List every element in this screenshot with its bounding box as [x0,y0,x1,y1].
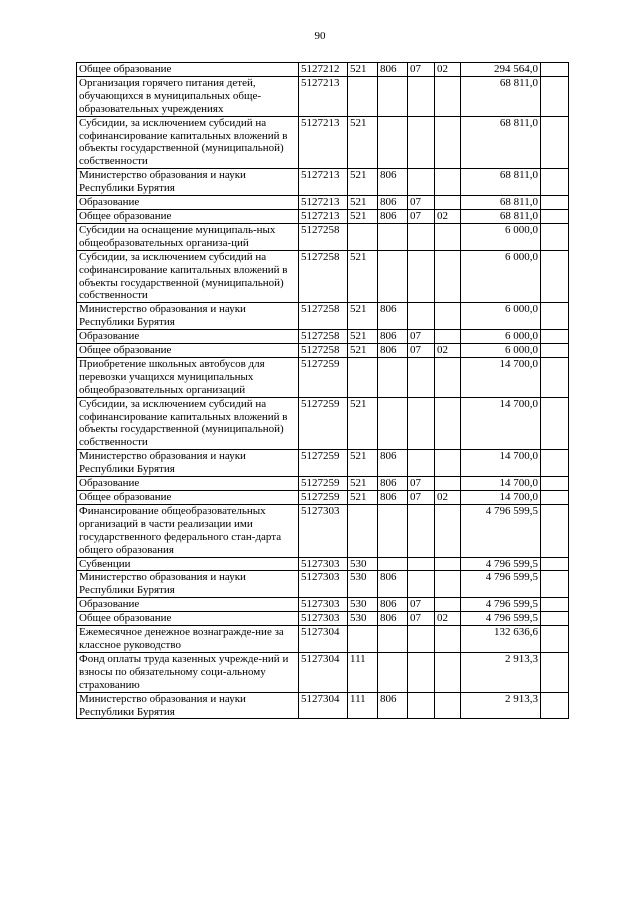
expense-type-cell: 111 [348,692,378,719]
target-article-cell: 5127213 [299,209,348,223]
empty-column-cell [541,303,569,330]
row-name-cell: Общее образование [77,344,299,358]
expense-type-cell: 521 [348,169,378,196]
amount-cell: 6 000,0 [461,223,541,250]
empty-column-cell [541,598,569,612]
section-cell: 07 [408,209,435,223]
target-article-cell: 5127258 [299,250,348,303]
expense-type-cell: 521 [348,477,378,491]
section-cell [408,169,435,196]
table-row [77,116,569,169]
empty-column-cell [541,169,569,196]
subsection-cell [435,477,461,491]
expense-type-cell: 521 [348,344,378,358]
empty-column-cell [541,612,569,626]
section-cell [408,223,435,250]
section-cell: 07 [408,477,435,491]
empty-column-cell [541,557,569,571]
empty-column-cell [541,344,569,358]
target-article-cell: 5127213 [299,169,348,196]
row-name-cell: Министерство образования и науки Республики Бурятия [77,450,299,477]
section-cell [408,450,435,477]
row-name-cell: Субсидии на оснащение муниципаль-ных общеобразовательных организа-ций [77,223,299,250]
administrator-code-cell: 806 [378,612,408,626]
amount-cell: 2 913,3 [461,692,541,719]
amount-cell: 4 796 599,5 [461,612,541,626]
expense-type-cell [348,357,378,397]
amount-cell: 294 564,0 [461,63,541,77]
row-name-cell: Образование [77,196,299,210]
target-article-cell: 5127303 [299,598,348,612]
amount-cell: 6 000,0 [461,250,541,303]
target-article-cell: 5127259 [299,397,348,450]
expense-type-cell [348,223,378,250]
expense-type-cell: 521 [348,196,378,210]
target-article-cell: 5127259 [299,357,348,397]
empty-column-cell [541,692,569,719]
table-row [77,209,569,223]
row-name-cell: Фонд оплаты труда казенных учрежде-ний и взносы по обязательному соци-альному страхованию [77,652,299,692]
target-article-cell: 5127259 [299,477,348,491]
subsection-cell [435,571,461,598]
row-name-cell: Министерство образования и науки Республики Бурятия [77,692,299,719]
row-name-cell: Ежемесячное денежное вознагражде-ние за классное руководство [77,626,299,653]
amount-cell: 4 796 599,5 [461,557,541,571]
amount-cell: 4 796 599,5 [461,571,541,598]
amount-cell: 14 700,0 [461,477,541,491]
administrator-code-cell: 806 [378,63,408,77]
administrator-code-cell [378,357,408,397]
subsection-cell [435,250,461,303]
section-cell: 07 [408,598,435,612]
table-row [77,626,569,653]
expense-type-cell [348,626,378,653]
target-article-cell: 5127303 [299,504,348,557]
expense-type-cell [348,504,378,557]
expense-type-cell: 530 [348,612,378,626]
expense-type-cell: 530 [348,557,378,571]
table-row [77,571,569,598]
expense-type-cell: 521 [348,116,378,169]
section-cell [408,557,435,571]
administrator-code-cell: 806 [378,169,408,196]
expense-type-cell: 521 [348,330,378,344]
target-article-cell: 5127258 [299,330,348,344]
table-row [77,330,569,344]
amount-cell: 6 000,0 [461,330,541,344]
subsection-cell [435,116,461,169]
target-article-cell: 5127213 [299,196,348,210]
subsection-cell [435,76,461,116]
section-cell: 07 [408,344,435,358]
table-row [77,692,569,719]
subsection-cell: 02 [435,344,461,358]
subsection-cell [435,598,461,612]
row-name-cell: Финансирование общеобразовательных организаций в части реализации ими государственного федерального стан-дарта общего образования [77,504,299,557]
row-name-cell: Образование [77,330,299,344]
target-article-cell: 5127259 [299,491,348,505]
expense-type-cell: 521 [348,491,378,505]
expense-type-cell: 521 [348,209,378,223]
expense-type-cell [348,76,378,116]
subsection-cell: 02 [435,209,461,223]
table-row [77,250,569,303]
subsection-cell: 02 [435,63,461,77]
section-cell: 07 [408,330,435,344]
table-row [77,491,569,505]
empty-column-cell [541,450,569,477]
empty-column-cell [541,504,569,557]
subsection-cell [435,652,461,692]
row-name-cell: Общее образование [77,63,299,77]
row-name-cell: Министерство образования и науки Республики Бурятия [77,571,299,598]
empty-column-cell [541,571,569,598]
empty-column-cell [541,196,569,210]
empty-column-cell [541,116,569,169]
subsection-cell [435,169,461,196]
administrator-code-cell [378,250,408,303]
row-name-cell: Образование [77,598,299,612]
section-cell [408,397,435,450]
row-name-cell: Приобретение школьных автобусов для перевозки учащихся муниципальных общеобразовательных организаций [77,357,299,397]
expense-type-cell: 530 [348,571,378,598]
administrator-code-cell: 806 [378,330,408,344]
subsection-cell: 02 [435,612,461,626]
section-cell [408,116,435,169]
administrator-code-cell: 806 [378,491,408,505]
subsection-cell [435,196,461,210]
administrator-code-cell: 806 [378,477,408,491]
table-row [77,196,569,210]
expense-type-cell: 521 [348,63,378,77]
table-row [77,652,569,692]
administrator-code-cell [378,504,408,557]
section-cell [408,76,435,116]
target-article-cell: 5127304 [299,692,348,719]
target-article-cell: 5127303 [299,557,348,571]
amount-cell: 6 000,0 [461,344,541,358]
empty-column-cell [541,397,569,450]
administrator-code-cell [378,626,408,653]
target-article-cell: 5127303 [299,571,348,598]
row-name-cell: Субсидии, за исключением субсидий на софинансирование капитальных вложений в объекты государственной (муниципальной) собственности [77,250,299,303]
row-name-cell: Министерство образования и науки Республики Бурятия [77,303,299,330]
amount-cell: 68 811,0 [461,209,541,223]
section-cell [408,303,435,330]
table-row [77,169,569,196]
empty-column-cell [541,223,569,250]
administrator-code-cell: 806 [378,598,408,612]
target-article-cell: 5127213 [299,116,348,169]
administrator-code-cell: 806 [378,571,408,598]
amount-cell: 4 796 599,5 [461,504,541,557]
administrator-code-cell: 806 [378,209,408,223]
administrator-code-cell [378,223,408,250]
section-cell: 07 [408,491,435,505]
subsection-cell [435,303,461,330]
target-article-cell: 5127258 [299,223,348,250]
row-name-cell: Субсидии, за исключением субсидий на софинансирование капитальных вложений в объекты государственной (муниципальной) собственности [77,397,299,450]
administrator-code-cell [378,397,408,450]
administrator-code-cell: 806 [378,344,408,358]
section-cell [408,571,435,598]
table-row [77,76,569,116]
table-row [77,612,569,626]
administrator-code-cell: 806 [378,303,408,330]
target-article-cell: 5127213 [299,76,348,116]
amount-cell: 68 811,0 [461,116,541,169]
section-cell: 07 [408,63,435,77]
target-article-cell: 5127304 [299,652,348,692]
table-row [77,504,569,557]
subsection-cell [435,557,461,571]
empty-column-cell [541,652,569,692]
administrator-code-cell: 806 [378,450,408,477]
target-article-cell: 5127304 [299,626,348,653]
amount-cell: 68 811,0 [461,76,541,116]
target-article-cell: 5127212 [299,63,348,77]
budget-table [76,62,569,719]
table-row [77,598,569,612]
amount-cell: 14 700,0 [461,450,541,477]
subsection-cell [435,692,461,719]
target-article-cell: 5127258 [299,303,348,330]
subsection-cell [435,330,461,344]
section-cell [408,652,435,692]
amount-cell: 132 636,6 [461,626,541,653]
section-cell [408,357,435,397]
table-row [77,344,569,358]
table-row [77,557,569,571]
amount-cell: 4 796 599,5 [461,598,541,612]
empty-column-cell [541,63,569,77]
empty-column-cell [541,330,569,344]
subsection-cell [435,357,461,397]
table-row [77,477,569,491]
empty-column-cell [541,626,569,653]
target-article-cell: 5127259 [299,450,348,477]
section-cell: 07 [408,612,435,626]
administrator-code-cell [378,116,408,169]
expense-type-cell: 521 [348,303,378,330]
budget-table-body [77,63,569,719]
empty-column-cell [541,357,569,397]
expense-type-cell: 111 [348,652,378,692]
table-row [77,450,569,477]
subsection-cell [435,223,461,250]
page-number: 90 [314,30,326,42]
amount-cell: 68 811,0 [461,196,541,210]
subsection-cell [435,504,461,557]
section-cell [408,626,435,653]
empty-column-cell [541,250,569,303]
table-row [77,63,569,77]
row-name-cell: Организация горячего питания детей, обучающихся в муниципальных обще-образовательных учреждениях [77,76,299,116]
subsection-cell [435,450,461,477]
target-article-cell: 5127303 [299,612,348,626]
administrator-code-cell [378,76,408,116]
row-name-cell: Общее образование [77,209,299,223]
amount-cell: 2 913,3 [461,652,541,692]
row-name-cell: Субсидии, за исключением субсидий на софинансирование капитальных вложений в объекты государственной (муниципальной) собственности [77,116,299,169]
subsection-cell [435,626,461,653]
subsection-cell [435,397,461,450]
administrator-code-cell: 806 [378,196,408,210]
amount-cell: 14 700,0 [461,357,541,397]
expense-type-cell: 521 [348,450,378,477]
row-name-cell: Министерство образования и науки Республики Бурятия [77,169,299,196]
row-name-cell: Общее образование [77,612,299,626]
row-name-cell: Общее образование [77,491,299,505]
administrator-code-cell [378,557,408,571]
empty-column-cell [541,477,569,491]
expense-type-cell: 521 [348,250,378,303]
expense-type-cell: 521 [348,397,378,450]
section-cell [408,692,435,719]
empty-column-cell [541,209,569,223]
table-row [77,303,569,330]
amount-cell: 6 000,0 [461,303,541,330]
subsection-cell: 02 [435,491,461,505]
section-cell [408,250,435,303]
table-row [77,223,569,250]
amount-cell: 14 700,0 [461,491,541,505]
empty-column-cell [541,491,569,505]
empty-column-cell [541,76,569,116]
section-cell [408,504,435,557]
expense-type-cell: 530 [348,598,378,612]
target-article-cell: 5127258 [299,344,348,358]
amount-cell: 68 811,0 [461,169,541,196]
amount-cell: 14 700,0 [461,397,541,450]
table-row [77,357,569,397]
section-cell: 07 [408,196,435,210]
administrator-code-cell: 806 [378,692,408,719]
administrator-code-cell [378,652,408,692]
table-row [77,397,569,450]
row-name-cell: Субвенции [77,557,299,571]
row-name-cell: Образование [77,477,299,491]
